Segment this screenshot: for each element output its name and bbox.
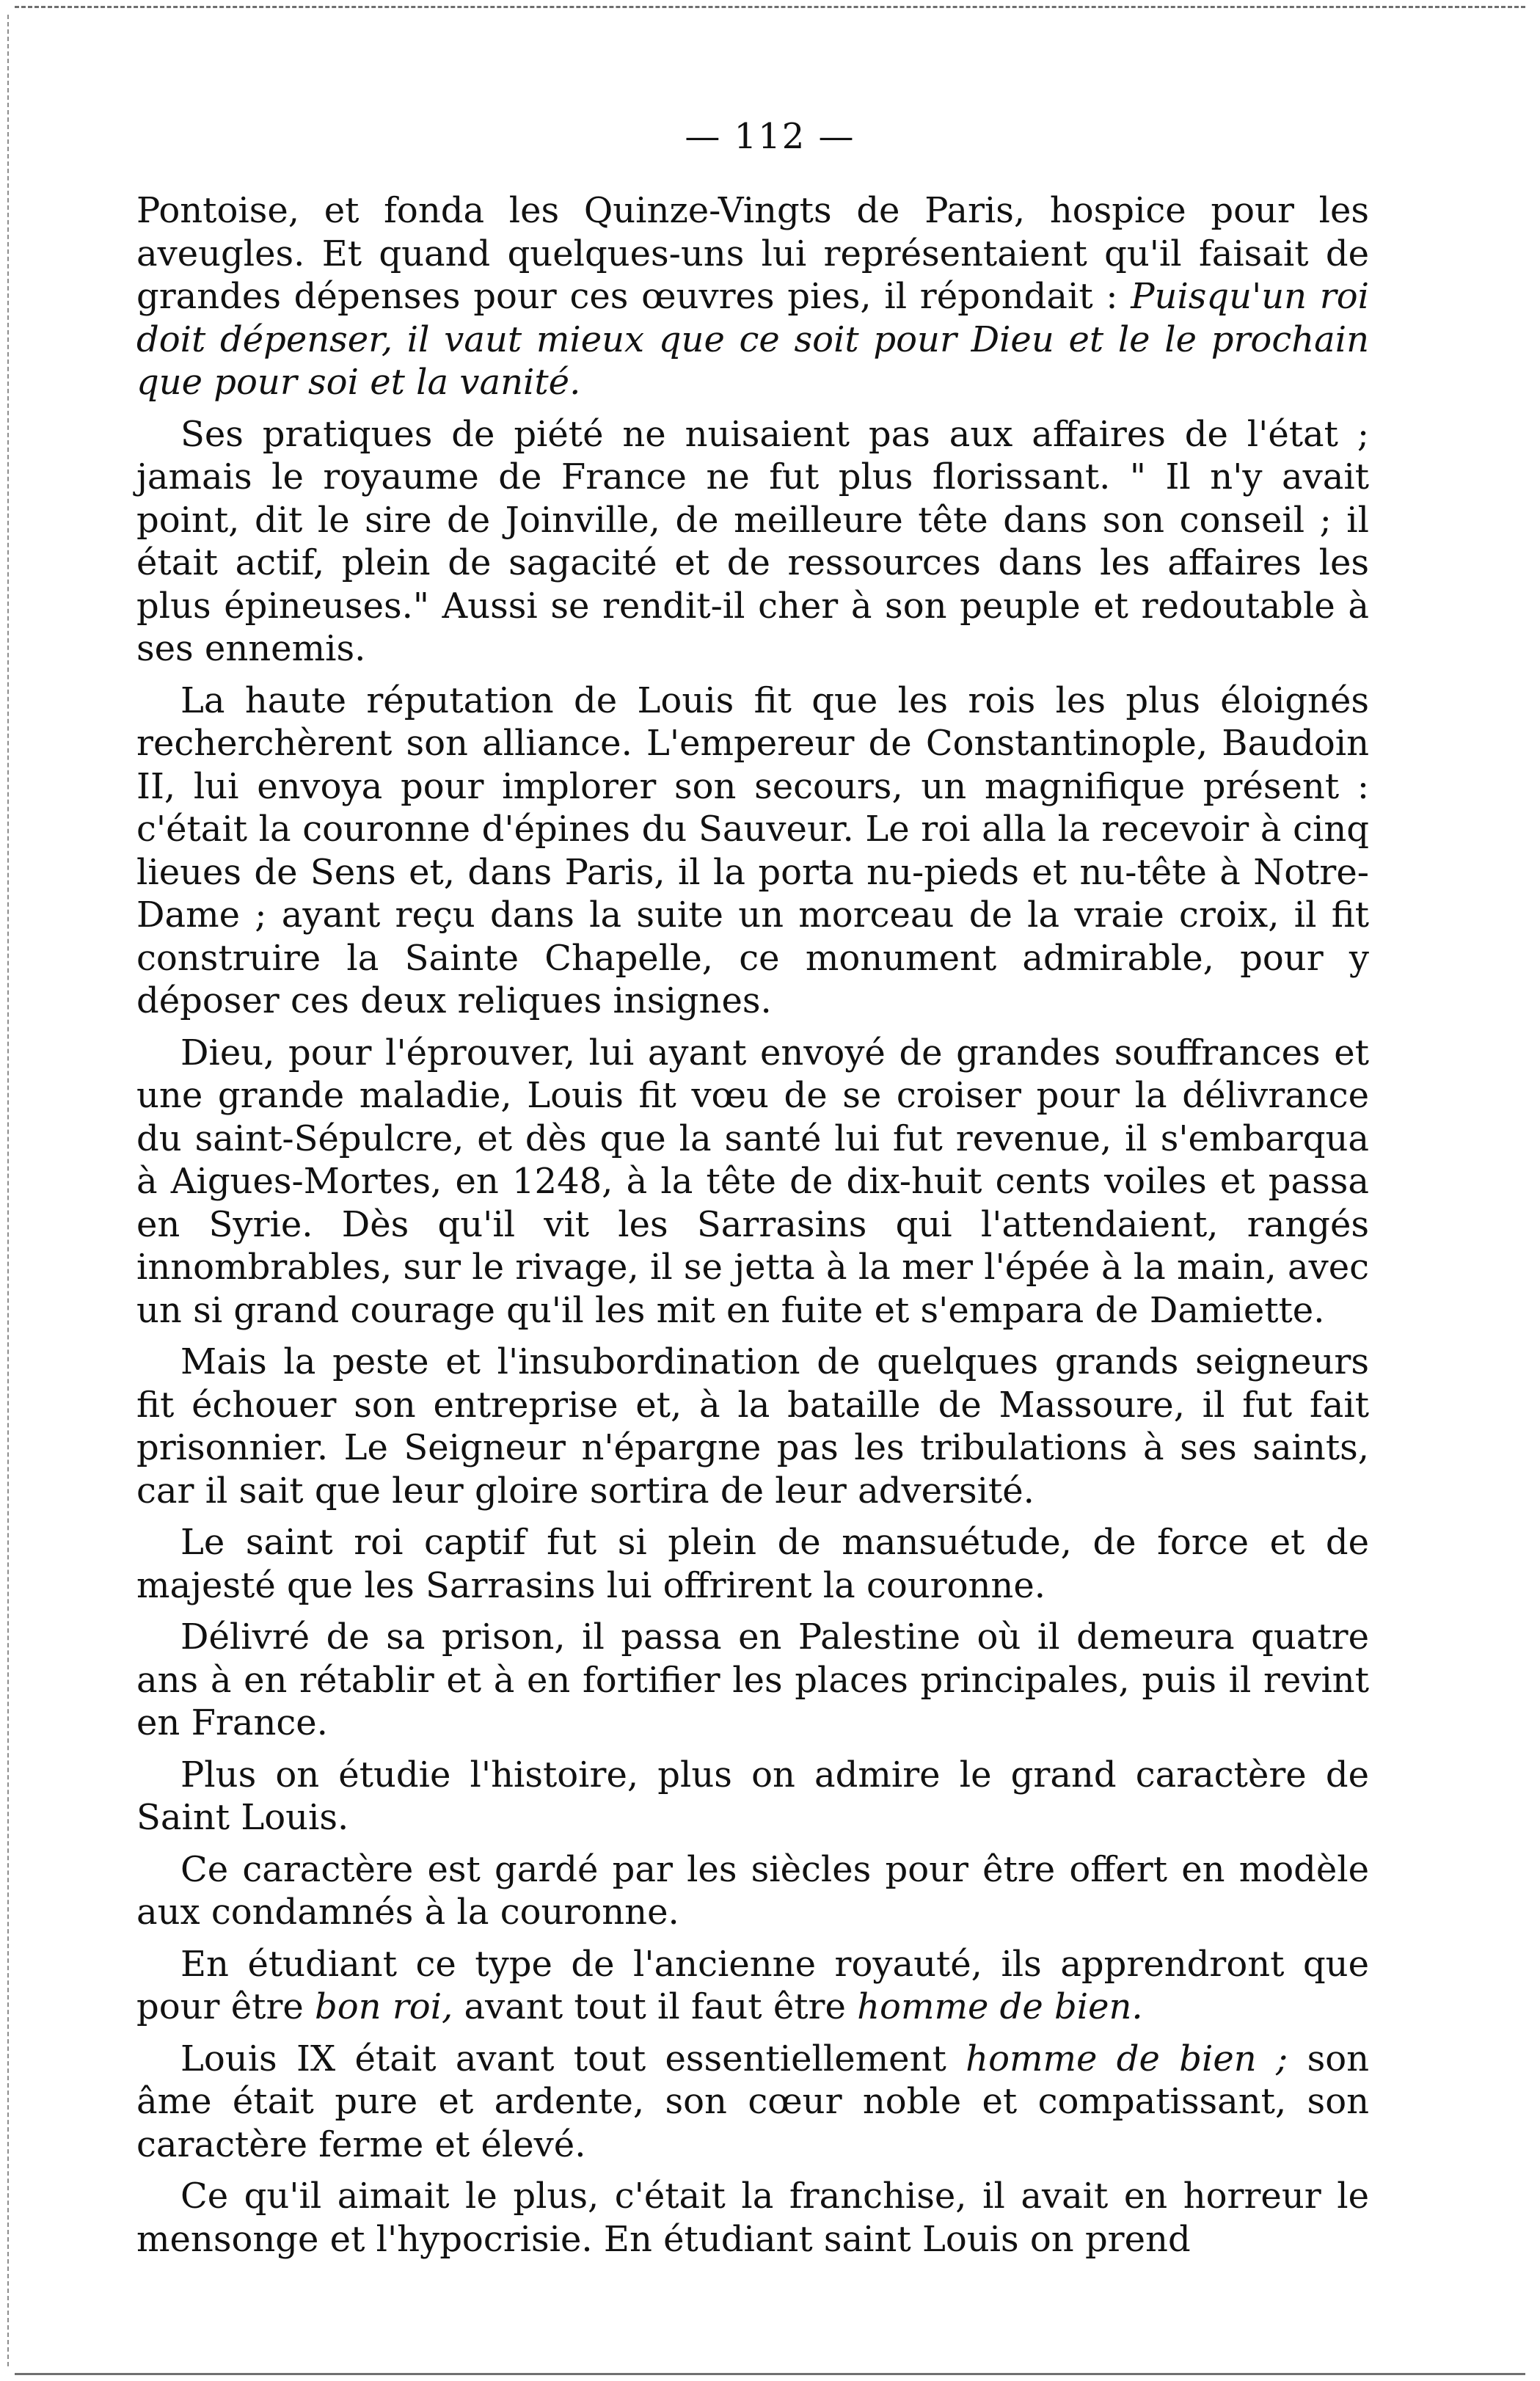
paragraph-text: Délivré de sa prison, il passa en Palestine où il demeura quatre ans à en rétablir et à en fortifier les places principales, puis il revint en France. <box>136 1616 1369 1743</box>
paragraph <box>136 2175 1369 2261</box>
scan-border-left <box>7 15 9 2366</box>
page-number: — 112 — <box>685 116 855 157</box>
paragraph-text: Ce qu'il aimait le plus, c'était la franchise, il avait en horreur le mensonge et l'hypocrisie. En étudiant saint Louis on prend <box>136 2176 1369 2260</box>
paragraph-text: Plus on étudie l'histoire, plus on admire le grand caractère de Saint Louis. <box>136 1754 1369 1838</box>
scan-border-top <box>15 6 1525 8</box>
paragraph-text: Louis IX était avant tout essentiellement <box>180 2038 966 2079</box>
paragraph <box>136 413 1369 671</box>
paragraph <box>136 679 1369 1023</box>
paragraph-text: son âme était pure et ardente, son cœur noble et compatissant, son caractère ferme et élevé. <box>136 2038 1370 2165</box>
paragraph <box>136 1943 1369 2029</box>
paragraph <box>136 1616 1369 1745</box>
paragraph-text: avant tout il faut être <box>453 1986 858 2027</box>
paragraph-text: Dieu, pour l'éprouver, lui ayant envoyé de grandes souffrances et une grande maladie, Louis fit vœu de se croiser pour la délivrance du saint-Sépulcre, et dès que la santé lui fut revenue, il s'embarqua à Aigues-Mortes, en 1248, à la tête de dix-huit cents voiles et passa en Syrie. Dès qu'il vit les Sarrasins qui l'attendaient, rangés innombrables, sur le rivage, il se jetta à la mer l'épée à la main, avec un si grand courage qu'il les mit en fuite et s'empara de Damiette. <box>136 1032 1369 1331</box>
paragraph-text: Le saint roi captif fut si plein de mansuétude, de force et de majesté que les Sarrasins lui offrirent la couronne. <box>136 1522 1369 1606</box>
italic-text: homme de bien. <box>857 1986 1143 2027</box>
body-text <box>136 189 1369 2269</box>
paragraph <box>136 1521 1369 1607</box>
paragraph-text: La haute réputation de Louis fit que les rois les plus éloignés recherchèrent son alliance. L'empereur de Constantinople, Baudoin II, lui envoya pour implorer son secours, un magnifique présent : c'était la couronne d'épines du Sauveur. Le roi alla la recevoir à cinq lieues de Sens et, dans Paris, il la porta nu-pieds et nu-tête à Notre-Dame ; ayant reçu dans la suite un morceau de la vraie croix, il fit construire la Sainte Chapelle, ce monument admirable, pour y déposer ces deux reliques insignes. <box>136 679 1369 1021</box>
italic-text: Puisqu'un roi doit dépenser, il vaut mieux que ce soit pour Dieu et le le prochain que pour soi et la vanité. <box>136 276 1369 403</box>
paragraph <box>136 1754 1369 1839</box>
paragraph-text: En étudiant ce type de l'ancienne royauté, ils apprendront que pour être <box>136 1943 1369 2027</box>
paragraph-text: Ce caractère est gardé par les siècles pour être offert en modèle aux condamnés à la couronne. <box>136 1848 1369 1933</box>
paragraph <box>136 1848 1369 1934</box>
italic-text: bon roi, <box>315 1986 453 2027</box>
paragraph <box>136 2038 1369 2167</box>
paragraph <box>136 1341 1369 1512</box>
paragraph-text: Pontoise, et fonda les Quinze-Vingts de Paris, hospice pour les aveugles. Et quand quelques-uns lui représentaient qu'il faisait de grandes dépenses pour ces œuvres pies, il répondait : <box>136 190 1369 317</box>
paragraph-text: Mais la peste et l'insubordination de quelques grands seigneurs fit échouer son entreprise et, à la bataille de Massoure, il fut fait prisonnier. Le Seigneur n'épargne pas les tribulations à ses saints, car il sait que leur gloire sortira de leur adversité. <box>136 1341 1369 1512</box>
scan-border-bottom <box>15 2373 1525 2375</box>
paragraph <box>136 1032 1369 1332</box>
paragraph-text: Ses pratiques de piété ne nuisaient pas aux affaires de l'état ; jamais le royaume de France ne fut plus florissant. " Il n'y avait point, dit le sire de Joinville, de meilleure tête dans son conseil ; il était actif, plein de sagacité et de ressources dans les affaires les plus épineuses." Aussi se rendit-il cher à son peuple et redoutable à ses ennemis. <box>136 413 1369 669</box>
paragraph <box>136 189 1369 404</box>
italic-text: homme de bien ; <box>966 2038 1288 2079</box>
